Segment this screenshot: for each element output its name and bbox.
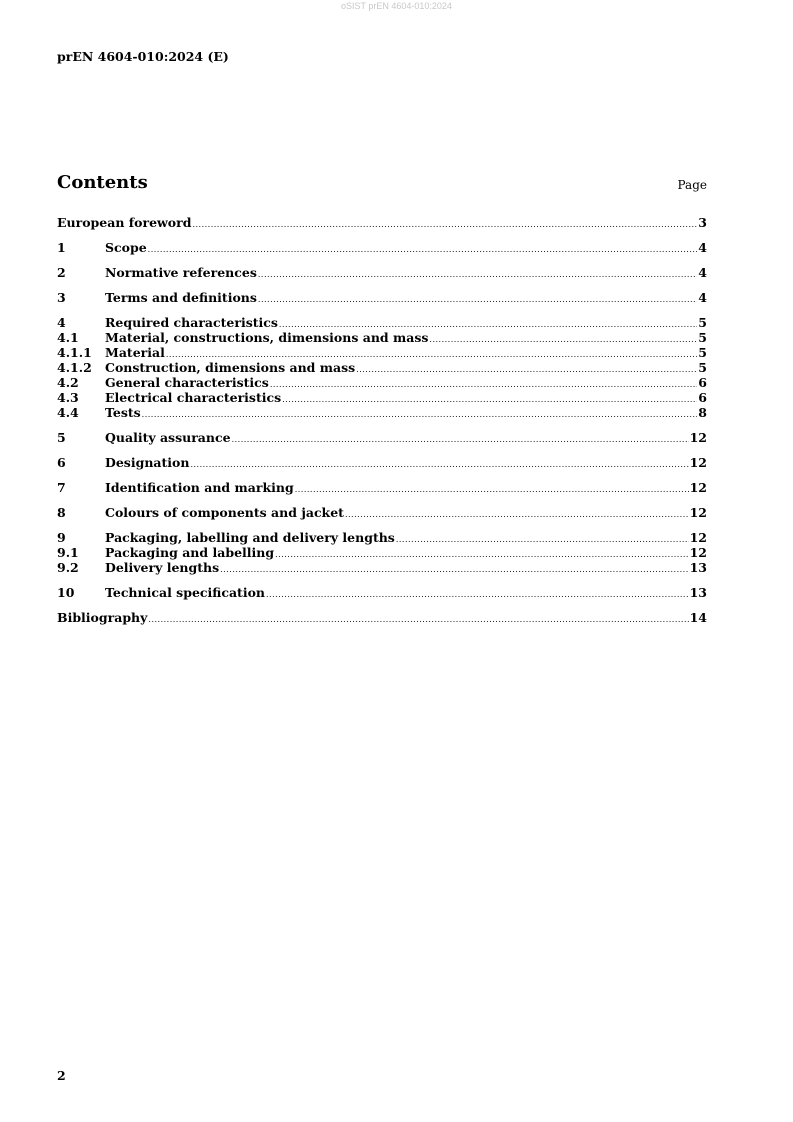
toc-entry[interactable] xyxy=(57,360,707,375)
toc-leader-dots xyxy=(345,507,689,522)
toc-leader-dots xyxy=(258,292,697,307)
toc-entry-title: Packaging, labelling and delivery lengths xyxy=(105,530,395,545)
toc-entry-title: Delivery lengths xyxy=(105,560,220,575)
toc-entry-title: Construction, dimensions and mass xyxy=(105,360,356,375)
toc-entry-page: 12 xyxy=(689,530,707,545)
toc-leader-dots xyxy=(148,242,698,257)
toc-entry-number: 4.1 xyxy=(57,330,79,345)
table-of-contents xyxy=(57,215,707,625)
toc-entry-number: 3 xyxy=(57,290,66,305)
toc-entry-number: 4.1.2 xyxy=(57,360,92,375)
toc-entry-number: 10 xyxy=(57,585,75,600)
toc-entry-number: 2 xyxy=(57,265,66,280)
toc-entry[interactable] xyxy=(57,455,707,470)
toc-leader-dots xyxy=(295,482,689,497)
toc-entry-page: 6 xyxy=(698,390,707,405)
toc-entry-page: 13 xyxy=(689,560,707,575)
toc-leader-dots xyxy=(232,432,689,447)
toc-entry-title: Normative references xyxy=(105,265,257,280)
toc-entry-number: 4 xyxy=(57,315,66,330)
toc-entry-title: Scope xyxy=(105,240,147,255)
toc-entry[interactable] xyxy=(57,610,707,625)
toc-entry[interactable] xyxy=(57,530,707,545)
toc-entry[interactable] xyxy=(57,505,707,520)
toc-leader-dots xyxy=(192,217,697,232)
toc-entry-page: 4 xyxy=(698,240,707,255)
toc-entry[interactable] xyxy=(57,545,707,560)
toc-entry[interactable] xyxy=(57,315,707,330)
toc-entry[interactable] xyxy=(57,330,707,345)
toc-entry[interactable] xyxy=(57,215,707,230)
toc-entry-page: 8 xyxy=(698,405,707,420)
toc-entry-page: 12 xyxy=(689,505,707,520)
toc-entry-title: Bibliography xyxy=(57,610,148,625)
toc-entry[interactable] xyxy=(57,345,707,360)
toc-entry-page: 4 xyxy=(698,290,707,305)
contents-header xyxy=(57,172,707,198)
toc-entry-page: 5 xyxy=(698,330,707,345)
toc-entry-title: General characteristics xyxy=(105,375,269,390)
toc-entry-title: Identification and marking xyxy=(105,480,294,495)
toc-entry-number: 5 xyxy=(57,430,66,445)
document-id: prEN 4604-010:2024 (E) xyxy=(57,49,229,64)
toc-entry-title: Technical specification xyxy=(105,585,266,600)
toc-entry-title: European foreword xyxy=(57,215,192,230)
watermark: oSIST prEN 4604-010:2024 xyxy=(341,1,452,11)
toc-entry-number: 6 xyxy=(57,455,66,470)
toc-entry-title: Electrical characteristics xyxy=(105,390,282,405)
toc-entry-page: 12 xyxy=(689,455,707,470)
contents-title: Contents xyxy=(57,172,148,193)
toc-leader-dots xyxy=(190,457,688,472)
toc-entry-page: 12 xyxy=(689,480,707,495)
toc-entry-title: Designation xyxy=(105,455,190,470)
toc-entry[interactable] xyxy=(57,390,707,405)
toc-entry-page: 3 xyxy=(698,215,707,230)
toc-leader-dots xyxy=(220,562,688,577)
page-number: 2 xyxy=(57,1068,66,1083)
toc-entry-title: Packaging and labelling xyxy=(105,545,275,560)
toc-entry-number: 7 xyxy=(57,480,66,495)
toc-entry-title: Terms and definitions xyxy=(105,290,257,305)
toc-entry-number: 4.1.1 xyxy=(57,345,92,360)
toc-entry-page: 4 xyxy=(698,265,707,280)
toc-entry[interactable] xyxy=(57,585,707,600)
toc-entry[interactable] xyxy=(57,430,707,445)
toc-entry-page: 5 xyxy=(698,345,707,360)
toc-entry[interactable] xyxy=(57,290,707,305)
toc-entry-number: 8 xyxy=(57,505,66,520)
toc-entry-page: 14 xyxy=(689,610,707,625)
toc-entry-number: 9.2 xyxy=(57,560,79,575)
toc-entry-page: 6 xyxy=(698,375,707,390)
toc-leader-dots xyxy=(266,587,689,602)
toc-entry-page: 12 xyxy=(689,545,707,560)
toc-entry-title: Quality assurance xyxy=(105,430,231,445)
toc-entry-title: Required characteristics xyxy=(105,315,278,330)
toc-leader-dots xyxy=(142,407,698,422)
toc-entry[interactable] xyxy=(57,405,707,420)
page-column-label: Page xyxy=(677,178,707,192)
toc-entry-page: 5 xyxy=(698,315,707,330)
toc-entry[interactable] xyxy=(57,240,707,255)
toc-entry[interactable] xyxy=(57,375,707,390)
toc-entry-number: 4.3 xyxy=(57,390,79,405)
toc-entry-title: Material xyxy=(105,345,165,360)
toc-entry-title: Colours of components and jacket xyxy=(105,505,344,520)
toc-entry-title: Material, constructions, dimensions and mass xyxy=(105,330,429,345)
toc-entry-number: 9 xyxy=(57,530,66,545)
toc-entry[interactable] xyxy=(57,480,707,495)
toc-leader-dots xyxy=(148,612,688,627)
toc-entry-number: 9.1 xyxy=(57,545,79,560)
toc-entry-number: 1 xyxy=(57,240,66,255)
toc-entry-number: 4.4 xyxy=(57,405,79,420)
toc-entry-title: Tests xyxy=(105,405,141,420)
toc-leader-dots xyxy=(258,267,697,282)
toc-entry-page: 12 xyxy=(689,430,707,445)
toc-entry[interactable] xyxy=(57,560,707,575)
toc-entry-page: 13 xyxy=(689,585,707,600)
toc-entry-number: 4.2 xyxy=(57,375,79,390)
toc-entry-page: 5 xyxy=(698,360,707,375)
toc-entry[interactable] xyxy=(57,265,707,280)
